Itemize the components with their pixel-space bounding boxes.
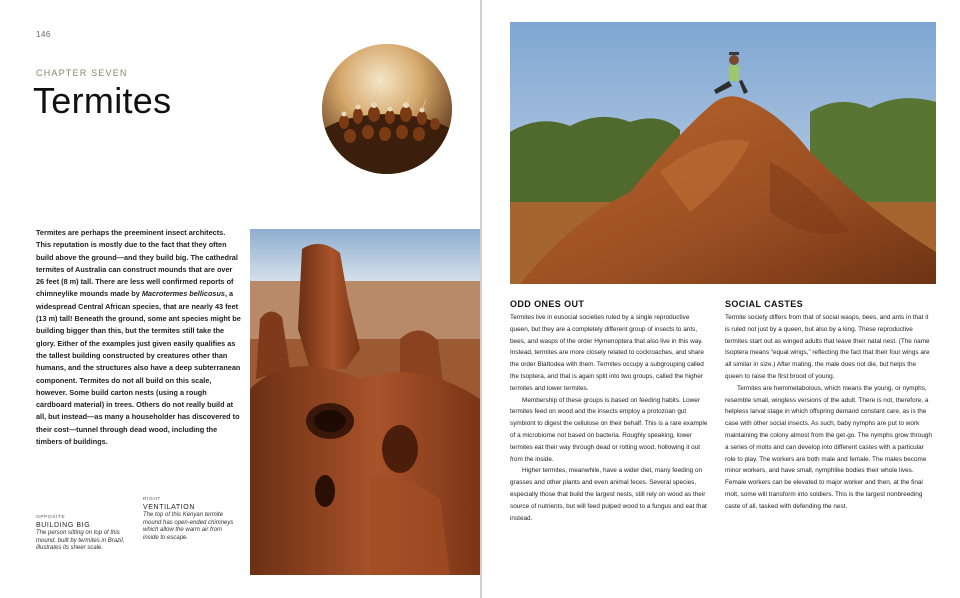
caption-locator: RIGHT [143,497,161,502]
chapter-label: CHAPTER SEVEN [36,68,128,78]
right-page [482,0,960,598]
page-number: 146 [36,30,51,39]
termite-colony-circle-photo [322,44,452,174]
section-heading: ODD ONES OUT [510,299,585,309]
caption-title: BUILDING BIG [36,521,91,529]
section-social-castes [725,298,933,513]
chapter-title: Termites [33,80,172,121]
caption-text: The person sitting on top of this mound, built by termites in Brazil, illustrates its sheer scale. [36,530,125,551]
intro-text-2: , a widespread Central African species, that are nearly 43 feet (13 m) tall! Beneath the ground, some ant species might be building bigger than this, but the termites still take the glory. Either of the examples just given easily qualifies as the tallest building constructed by creatures other than humans, and the structures also have a deep subterranean component. Termites do not all build on this scale, however. Some build carton nests (using a rough cardboard material) in trees. Others do not really build at all, but instead—as many a householder has discovered to their cost—tunnel through dead wood, including the timbers of buildings. [36,289,241,447]
paragraph: Termites are hemimetabolous, which means the young, or nymphs, resemble small, wingless versions of the adult. There is not, therefore, a helpless larval stage in which offspring demand constant care, as is the case with other social insects. As such, baby nymphs are put to work maintaining the colony almost from the get-go. The nymphs grow through a series of molts and can develop into different castes with a particular role to play. The workers are both male and female. The males become minor workers, and have small, nymphlike bodies their whole lives. Female workers can be elevated to major worker and then, at the final molt, some will transform into soldiers. This is the largest nonbreeding caste of all, tasked with defending the nest. [725,384,932,510]
paragraph: Higher termites, meanwhile, have a wider diet, many feeding on grasses and other plants and even animal feces. Several species, especially those that build the largest nests, still rely on wood as their source of nutrients, but will feed pulped wood to a fungus and eat that instead. [510,467,707,522]
section-heading: SOCIAL CASTES [725,299,804,309]
section-odd-ones-out [510,298,710,524]
intro-paragraph [36,227,241,448]
paragraph: Termite society differs from that of social wasps, bees, and ants in that it is ruled not just by a queen, but also by a king. These reproductive termites start out as winged adults that leave their natal nest. (The name Isoptera means “equal wings,” reflecting the fact that their four wings are all similar in size.) After mating, the male does not die, but helps the queen to raise the first brood of young. [725,314,930,380]
caption-locator: OPPOSITE [36,515,66,520]
large-mound-illustration [510,22,936,284]
species-name: Macrotermes bellicosus [141,289,225,299]
termite-colony-illustration [322,44,452,174]
kenyan-mound-photo [250,229,480,575]
paragraph: Termites live in eusocial societies ruled by a single reproductive queen, but they are a completely different group of insects to ants, bees, and wasps of the order Hymenoptera that also live in this way. Instead, termites are more closely related to cockroaches, and share the order Blattodea with them. Termites occupy a subgrouping called the Isoptera, and that is again split into two groups, called the higher termites and lower termites. [510,314,704,392]
caption-text: The top of this Kenyan termite mound has open-ended chimneys which allow the warm air from inside to escape. [143,512,234,541]
caption-title: VENTILATION [143,503,195,511]
brazil-mound-photo [510,22,936,284]
intro-text-1: Termites are perhaps the preeminent insect architects. This reputation is mostly due to the fact that they often build above the ground—and they build big. The cathedral termites of Australia can construct mounds that are over 26 feet (8 m) tall. There are less well confirmed reports of chimneylike mounds made by [36,228,238,299]
caption-right [143,496,238,542]
chimney-mound-illustration [250,229,480,575]
paragraph: Membership of these groups is based on feeding habits. Lower termites feed on wood and the insects employ a protozoan gut symbiont to digest the cellulose on their behalf. This is a rare example of a microbiome not based on bacteria. Roughly speaking, lower termites eat their way through dead or rotting wood, hollowing it out from the inside. [510,396,708,463]
caption-opposite [36,514,126,553]
